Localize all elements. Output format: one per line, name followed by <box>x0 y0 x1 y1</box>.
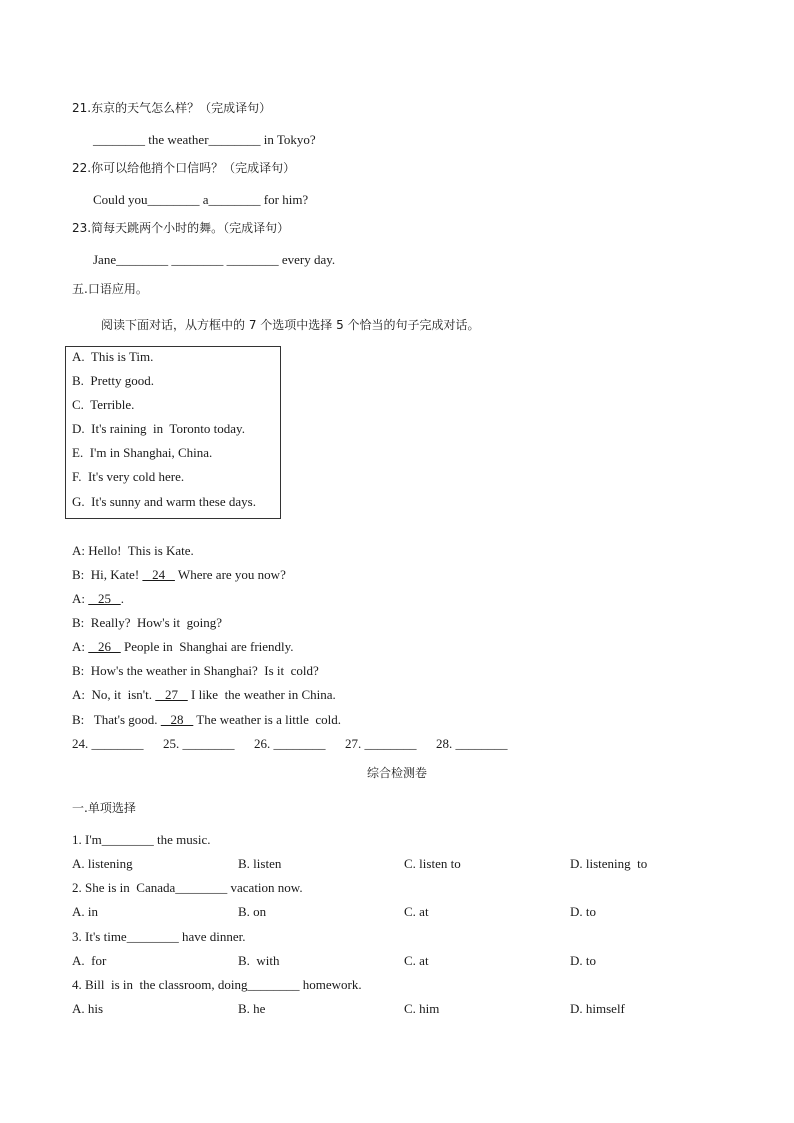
dialogue-line-2 <box>72 567 286 583</box>
question-2-choice-c: C. at <box>404 904 429 919</box>
answer-27: 27. ________ <box>345 736 417 751</box>
q22-sentence: Could you________ a________ for him? <box>93 192 309 207</box>
dialogue-text: . <box>120 591 124 606</box>
dialogue-line-5 <box>72 639 294 655</box>
question-2-choice-b: B. on <box>238 904 267 919</box>
dialogue-text: A: No, it isn't. <box>72 687 156 702</box>
question-3-choice-b: B. with <box>238 953 280 968</box>
question-2-stem: 2. She is in Canada________ vacation now. <box>72 880 303 895</box>
blank-28: 28 <box>160 712 194 727</box>
question-1-choice-c: C. listen to <box>404 856 461 871</box>
q21-prompt: 21.东京的天气怎么样？（完成译句） <box>72 101 272 115</box>
question-4-stem: 4. Bill is in the classroom, doing________ homework. <box>72 977 362 992</box>
dialogue-line-7 <box>72 687 336 703</box>
option-c: C. Terrible. <box>72 397 135 412</box>
dialogue-text: B: Hi, Kate! <box>72 567 143 582</box>
dialogue-text: The weather is a little cold. <box>193 712 342 727</box>
option-a: A. This is Tim. <box>72 349 154 364</box>
answer-24: 24. ________ <box>72 736 144 751</box>
dialogue-text: I like the weather in China. <box>187 687 336 702</box>
answer-28: 28. ________ <box>436 736 508 751</box>
option-d: D. It's raining in Toronto today. <box>72 421 245 436</box>
question-1-stem: 1. I'm________ the music. <box>72 832 211 847</box>
dialogue-line-1: A: Hello! This is Kate. <box>72 543 194 558</box>
question-3-choice-a: A. for <box>72 953 107 968</box>
question-3-choice-d: D. to <box>570 953 596 968</box>
dialogue-line-6: B: How's the weather in Shanghai? Is it cold? <box>72 663 319 678</box>
dialogue-text: B: That's good. <box>72 712 161 727</box>
section5-instruction: 阅读下面对话，从方框中的 7 个选项中选择 5 个恰当的句子完成对话。 <box>101 318 480 332</box>
dialogue-line-4: B: Really? How's it going? <box>72 615 223 630</box>
answer-26: 26. ________ <box>254 736 326 751</box>
dialogue-text: Where are you now? <box>174 567 286 582</box>
blank-27: 27 <box>155 687 188 702</box>
dialogue-text: A: <box>72 639 89 654</box>
question-4-choice-a: A. his <box>72 1001 104 1016</box>
option-e: E. I'm in Shanghai, China. <box>72 445 213 460</box>
dialogue-text: People in Shanghai are friendly. <box>120 639 294 654</box>
question-3-stem: 3. It's time________ have dinner. <box>72 929 246 944</box>
question-4-choice-b: B. he <box>238 1001 266 1016</box>
option-f: F. It's very cold here. <box>72 469 185 484</box>
section5-heading: 五.口语应用。 <box>72 282 148 296</box>
question-2-choice-d: D. to <box>570 904 596 919</box>
blank-25: 25 <box>88 591 121 606</box>
test-title: 综合检测卷 <box>366 766 427 780</box>
option-b: B. Pretty good. <box>72 373 154 388</box>
section1-heading: 一.单项选择 <box>72 801 136 815</box>
dialogue-text: A: <box>72 591 89 606</box>
blank-26: 26 <box>88 639 121 654</box>
answer-25: 25. ________ <box>163 736 235 751</box>
question-4-choice-c: C. him <box>404 1001 440 1016</box>
q23-prompt: 23.简每天跳两个小时的舞。（完成译句） <box>72 221 290 235</box>
question-2-choice-a: A. in <box>72 904 98 919</box>
question-1-choice-a: A. listening <box>72 856 133 871</box>
q21-sentence: ________ the weather________ in Tokyo? <box>93 132 316 147</box>
question-1-choice-b: B. listen <box>238 856 282 871</box>
question-3-choice-c: C. at <box>404 953 429 968</box>
option-g: G. It's sunny and warm these days. <box>72 494 256 509</box>
q23-sentence: Jane________ ________ ________ every day. <box>93 252 336 267</box>
dialogue-line-8 <box>72 712 341 728</box>
question-4-choice-d: D. himself <box>570 1001 625 1016</box>
blank-24: 24 <box>142 567 175 582</box>
q22-prompt: 22.你可以给他捎个口信吗？（完成译句） <box>72 161 296 175</box>
question-1-choice-d: D. listening to <box>570 856 648 871</box>
dialogue-line-3 <box>72 591 124 607</box>
